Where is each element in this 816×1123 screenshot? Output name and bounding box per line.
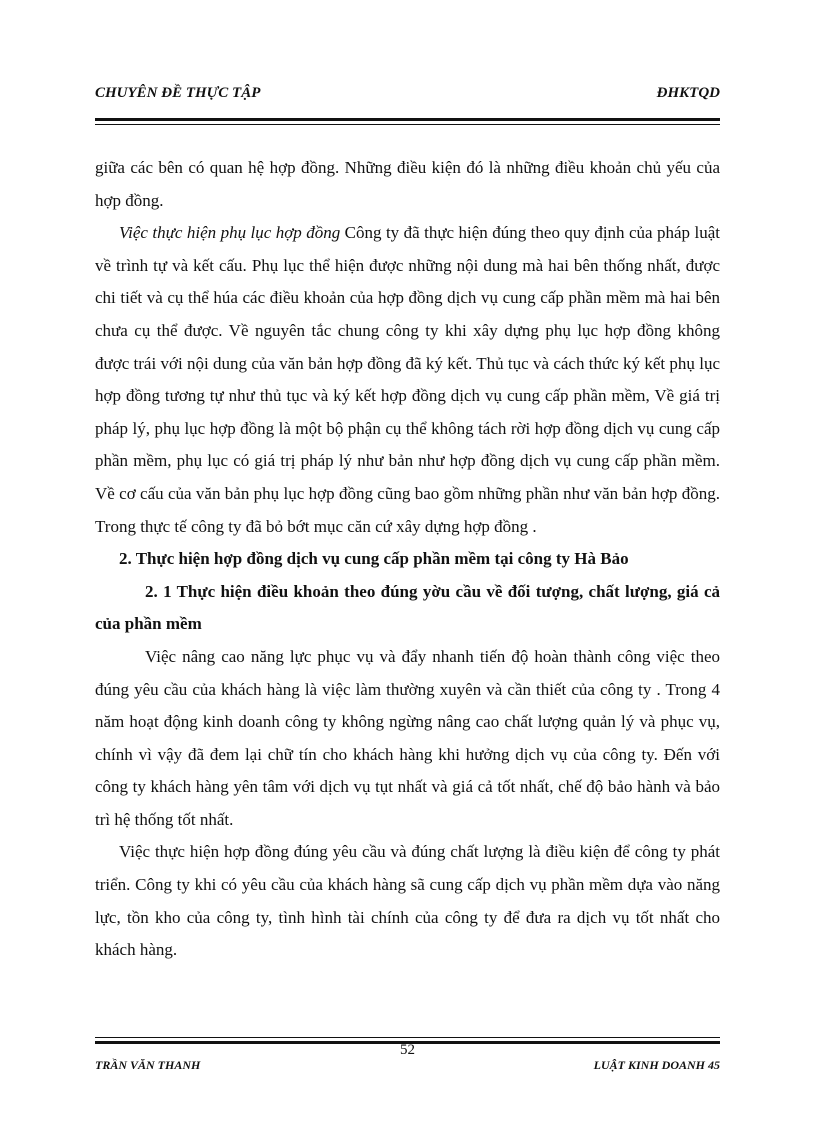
header-right-title: ĐHKTQD <box>656 85 720 101</box>
footer-course: LUẬT KINH DOANH 45 <box>593 1058 720 1072</box>
header-left-title: CHUYÊN ĐỀ THỰC TẬP <box>95 85 261 101</box>
footer-author: TRẦN VĂN THANH <box>95 1058 201 1072</box>
footer-rule-thin <box>95 1037 720 1038</box>
subsection-heading: 2. 1 Thực hiện điều khoản theo đúng yờu cầu về đối tượng, chất lượng, giá cả của phần mềm <box>95 581 720 634</box>
paragraph-2-text: Công ty đã thực hiện đúng theo quy định của pháp luật về trình tự và kết cấu. Phụ lục thể hiện được những nội dung mà hai bên thống nhất, được chi tiết và cụ thể húa các điều khoản của hợp đồng dịch vụ cung cấp phần mềm mà hai bên chưa cụ thể được. Về nguyên tắc chung công ty khi xây dựng phụ lục hợp đồng không được trái với nội dung của văn bản hợp đồng đã ký kết. Thủ tục và cách thức ký kết phụ lục hợp đồng tương tự như thủ tục và ký kết hợp đồng dịch vụ cung cấp phần mềm, Về giá trị pháp lý, phụ lục hợp đồng là một bộ phận cụ thể không tách rời hợp đồng dịch vụ cung cấp phần mềm, phụ lục có giá trị pháp lý như bản như hợp đồng dịch vụ cung cấp phần mềm. Về cơ cấu của văn bản phụ lục hợp đồng cũng bao gồm những phần như văn bản hợp đồng. Trong thực tế công ty đã bỏ bớt mục căn cứ xây dựng hợp đồng . <box>95 223 720 536</box>
paragraph-4: Việc thực hiện hợp đồng đúng yêu cầu và đúng chất lượng là điều kiện để công ty phát triển. Công ty khi có yêu cầu của khách hàng sã cung cấp dịch vụ phần mềm dựa vào năng lực, tồn kho của công ty, tình hình tài chính của công ty để đưa ra dịch vụ tốt nhất cho khách hàng. <box>95 842 720 960</box>
paragraph-3: Việc nâng cao năng lực phục vụ và đẩy nhanh tiến độ hoàn thành công việc theo đúng yêu cầu của khách hàng là việc làm thường xuyên và cần thiết của công ty . Trong 4 năm hoạt động kinh doanh công ty không ngừng nâng cao chất lượng quản lý và phục vụ, chính vì vậy đã đem lại chữ tín cho khách hàng khi hưởng dịch vụ của công ty. Đến với công ty khách hàng yên tâm với dịch vụ tụt nhất và giá cả tốt nhất, chế độ bảo hành và bảo trì hệ thống tốt nhất. <box>95 646 720 829</box>
page-header <box>95 85 720 109</box>
section-heading: 2. Thực hiện hợp đồng dịch vụ cung cấp phần mềm tại công ty Hà Bảo <box>119 549 629 569</box>
header-rule-thin <box>95 124 720 125</box>
header-rule-thick <box>95 118 720 121</box>
page-footer <box>95 1042 720 1078</box>
document-body <box>95 152 720 967</box>
paragraph-1: giữa các bên có quan hệ hợp đồng. Những điều kiện đó là những điều khoản chủ yếu của hợp đồng. <box>95 158 720 210</box>
paragraph-2-lead: Việc thực hiện phụ lục hợp đồng <box>119 223 341 243</box>
paragraph-2 <box>95 217 720 543</box>
page-number: 52 <box>400 1042 415 1058</box>
